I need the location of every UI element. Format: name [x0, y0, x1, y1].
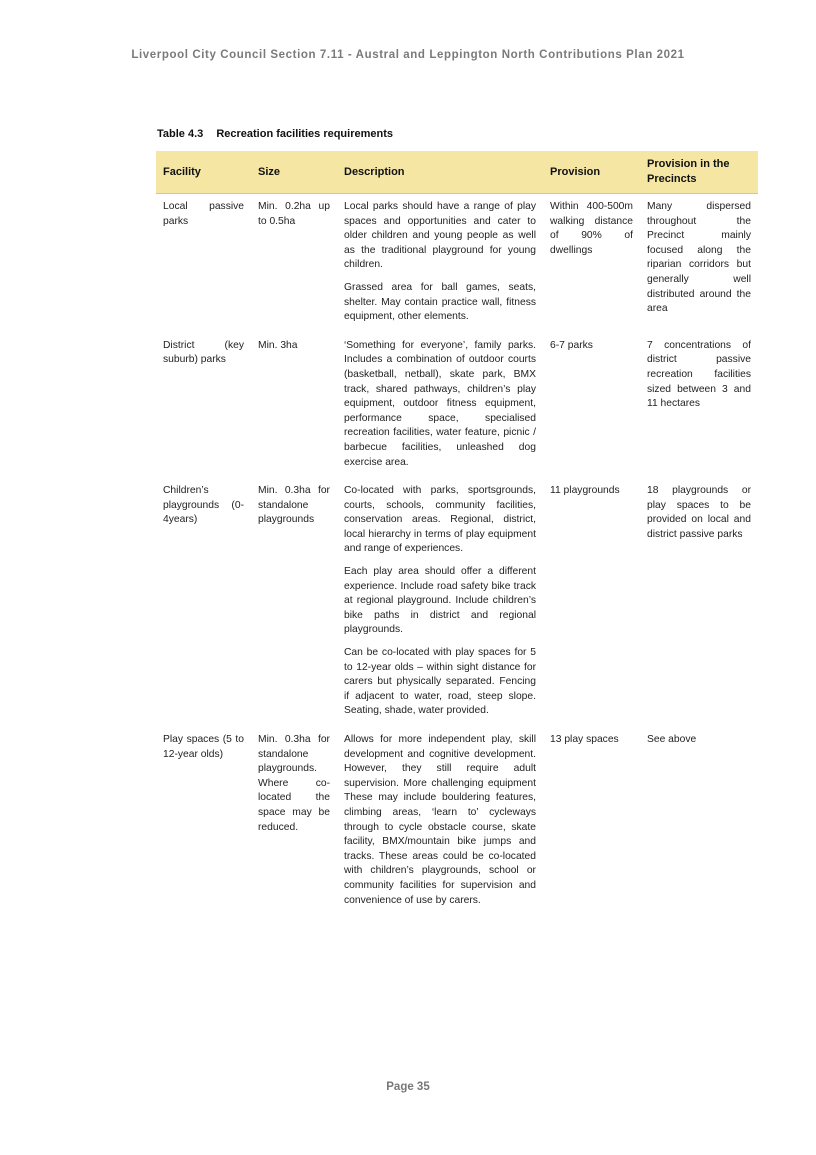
table-row — [156, 333, 758, 478]
description-paragraph: Grassed area for ball games, seats, shelter. May contain practice wall, fitness equipment, other elements. — [344, 281, 536, 323]
description-paragraph: Allows for more independent play, skill development and cognitive development. However, they still require adult supervision. More challenging equipment These may include bouldering features, climbing areas, ‘learn to’ cycleways through to cycle obstacle course, skate facility, BMX/mountain bike jumps and tracks. These areas could be co-located with children’s playgrounds, school or community facilities for supervision and convenience of use by carers. — [344, 734, 536, 906]
page-number: Page 35 — [386, 1081, 430, 1093]
cell-size: Min. 0.2ha up to 0.5ha — [258, 201, 330, 227]
table-caption — [157, 128, 393, 140]
cell-provision: 11 playgrounds — [550, 485, 620, 497]
col-header-provision: Provision — [543, 151, 640, 194]
col-header-description: Description — [337, 151, 543, 194]
cell-size: Min. 0.3ha for standalone playgrounds — [258, 485, 330, 526]
col-header-facility: Facility — [156, 151, 251, 194]
cell-description — [337, 194, 543, 333]
table-header — [156, 151, 758, 194]
description-paragraph: ‘Something for everyone’, family parks. Includes a combination of outdoor courts (basketball, netball), skate park, BMX track, shared pathways, children’s play equipment, outdoor fitness equipment, performance space, specialised recreation facilities, water feature, picnic / barbecue facilities, unleashed dog exercise area. — [344, 339, 536, 468]
description-paragraph: Local parks should have a range of play spaces and opportunities and cater to older children and young people as well as the traditional playground for young children. — [344, 201, 536, 271]
table-row — [156, 478, 758, 727]
cell-size: Min. 3ha — [258, 339, 298, 351]
table-row — [156, 194, 758, 333]
table-row — [156, 727, 758, 916]
cell-size: Min. 0.3ha for standalone playgrounds. Where co-located the space may be reduced. — [258, 734, 330, 833]
cell-provision: Within 400-500m walking distance of 90% of dwellings — [550, 201, 633, 256]
cell-description — [337, 478, 543, 727]
cell-precincts: Many dispersed throughout the Precinct mainly focused along the riparian corridors but generally well distributed around the area — [647, 201, 751, 315]
running-header: Liverpool City Council Section 7.11 - Austral and Leppington North Contributions Plan 2021 — [131, 49, 685, 61]
table-title: Recreation facilities requirements — [216, 128, 394, 140]
description-paragraph: Each play area should offer a different experience. Include road safety bike track at regional playground. Include children’s bike paths in district and regional playgrounds. — [344, 566, 536, 636]
cell-provision: 6-7 parks — [550, 339, 593, 351]
recreation-facilities-table — [156, 151, 758, 916]
col-header-precincts: Provision in the Precincts — [640, 151, 758, 194]
cell-facility: Children’s playgrounds (0-4years) — [163, 485, 244, 526]
cell-description — [337, 333, 543, 478]
col-header-size: Size — [251, 151, 337, 194]
cell-precincts: See above — [647, 734, 697, 745]
table-number: Table 4.3 — [157, 128, 204, 140]
cell-provision: 13 play spaces — [550, 734, 619, 745]
table-body — [156, 194, 758, 917]
description-paragraph: Co-located with parks, sportsgrounds, courts, schools, community facilities, conservation areas. Regional, district, local hierarchy in terms of play equipment and range of experiences. — [344, 485, 536, 555]
cell-description — [337, 727, 543, 916]
cell-precincts: 18 playgrounds or play spaces to be provided on local and district passive parks — [647, 485, 751, 540]
cell-precincts: 7 concentrations of district passive recreation facilities sized between 3 and 11 hectares — [647, 339, 751, 410]
cell-facility: District (key suburb) parks — [163, 339, 244, 366]
cell-facility: Play spaces (5 to 12-year olds) — [163, 734, 244, 760]
header-row — [156, 151, 758, 194]
description-paragraph: Can be co-located with play spaces for 5 to 12-year olds – within sight distance for carers but physically separated. Fencing if adjacent to water, road, steep slope. Seating, shade, water provided. — [344, 647, 536, 717]
cell-facility: Local passive parks — [163, 201, 244, 227]
